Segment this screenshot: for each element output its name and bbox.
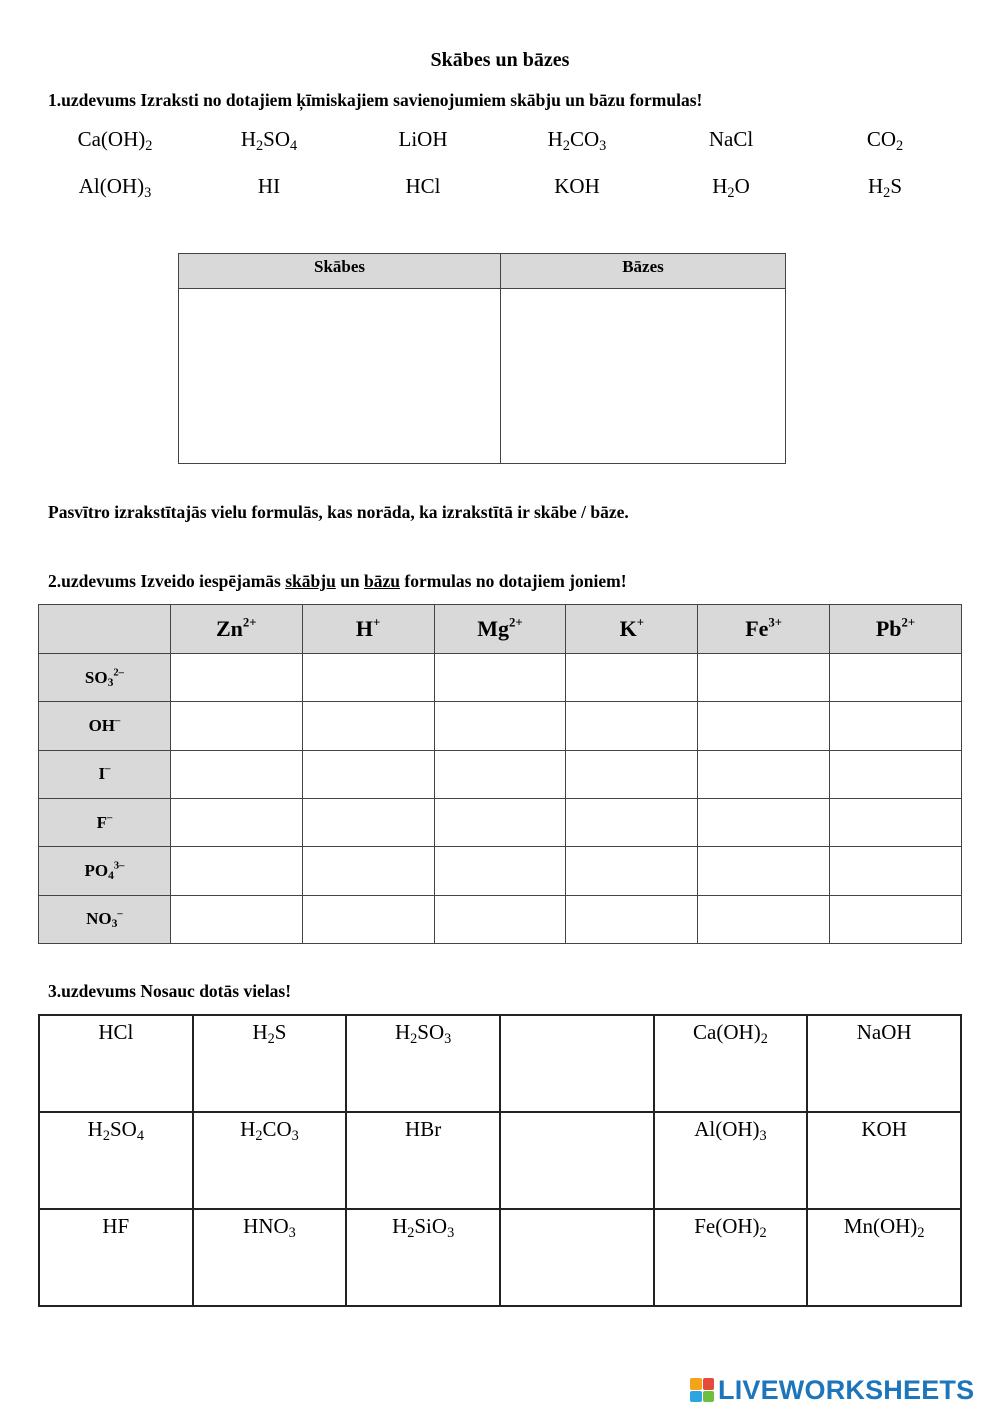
answer-cell[interactable] xyxy=(830,702,962,750)
formula: KOH xyxy=(554,174,600,198)
corner-cell xyxy=(39,605,171,654)
answer-cell[interactable] xyxy=(434,702,566,750)
logo-square xyxy=(690,1391,702,1403)
substance-cell[interactable]: $Ca(OH)_2$ xyxy=(654,1015,808,1112)
substance-cell[interactable]: KOH xyxy=(807,1112,961,1209)
worksheet-title: Skābes un bāzes xyxy=(430,49,570,71)
substance-cell[interactable]: $Al(OH)_3$ xyxy=(654,1112,808,1209)
logo-icon xyxy=(690,1378,714,1402)
liveworksheets-logo xyxy=(690,1376,974,1404)
anion-row xyxy=(39,654,962,702)
anion-header: I– xyxy=(39,750,171,798)
anion-rows xyxy=(39,654,962,944)
task2-text-middle: un xyxy=(335,571,365,591)
ion-combination-table xyxy=(38,604,962,944)
answer-cell[interactable] xyxy=(302,702,434,750)
substance-row xyxy=(39,1015,961,1112)
cation-header: H+ xyxy=(302,605,434,654)
answer-cell[interactable] xyxy=(698,750,830,798)
logo-text: LIVEWORKSHEETS xyxy=(718,1374,975,1405)
formula: $Ca(OH)_2$ xyxy=(77,127,153,154)
answer-cell[interactable] xyxy=(302,847,434,895)
substance-cell[interactable]: HBr xyxy=(346,1112,500,1209)
substance-cell[interactable]: $H_2SO_4$ xyxy=(39,1112,193,1209)
task1-note: Pasvītro izrakstītajās vielu formulās, kas norāda, ka izrakstītā ir skābe / bāze. xyxy=(48,502,629,522)
formula: $H_2S$ xyxy=(868,174,902,201)
answer-cell[interactable] xyxy=(170,798,302,846)
answer-cell[interactable] xyxy=(302,895,434,943)
answer-cell[interactable] xyxy=(434,750,566,798)
anion-row xyxy=(39,847,962,895)
answer-cell[interactable] xyxy=(302,654,434,702)
answer-cell[interactable] xyxy=(566,798,698,846)
answer-cell[interactable] xyxy=(434,895,566,943)
task2-text-after: formulas no dotajiem joniem! xyxy=(400,571,627,591)
substance-cell[interactable]: HCl xyxy=(39,1015,193,1112)
cation-header: K+ xyxy=(566,605,698,654)
answer-cell[interactable] xyxy=(434,654,566,702)
empty-cell[interactable] xyxy=(500,1209,654,1306)
answer-cell[interactable] xyxy=(698,798,830,846)
answer-cell[interactable] xyxy=(170,750,302,798)
substance-cell[interactable]: $H_2S$ xyxy=(193,1015,347,1112)
anion-row xyxy=(39,895,962,943)
cation-header: $Pb^{2+}$ xyxy=(830,605,962,654)
formula: HI xyxy=(257,174,281,198)
empty-cell[interactable] xyxy=(500,1015,654,1112)
answer-cell[interactable] xyxy=(566,750,698,798)
task2-text-before: 2.uzdevums Izveido iespējamās xyxy=(48,571,286,591)
acids-bases-table xyxy=(178,253,786,464)
answer-cell[interactable] xyxy=(434,847,566,895)
substance-cell[interactable]: $H_2SiO_3$ xyxy=(346,1209,500,1306)
anion-row xyxy=(39,798,962,846)
formula: HCl xyxy=(405,174,441,198)
substance-cell[interactable]: $H_2SO_3$ xyxy=(346,1015,500,1112)
cation-header-row xyxy=(39,605,962,654)
answer-cell[interactable] xyxy=(170,654,302,702)
cation-header: $Mg^{2+}$ xyxy=(434,605,566,654)
cation-header: $Fe^{3+}$ xyxy=(698,605,830,654)
answer-cell[interactable] xyxy=(170,895,302,943)
logo-square xyxy=(703,1391,715,1403)
substance-row xyxy=(39,1209,961,1306)
answer-cell[interactable] xyxy=(302,798,434,846)
anion-row xyxy=(39,702,962,750)
task1-instruction: 1.uzdevums Izraksti no dotajiem ķīmiskajiem savienojumiem skābju un bāzu formulas! xyxy=(48,90,703,110)
substance-row xyxy=(39,1112,961,1209)
answer-cell[interactable] xyxy=(698,702,830,750)
cation-header: $Zn^{2+}$ xyxy=(170,605,302,654)
formula: $Al(OH)_3$ xyxy=(78,174,152,201)
task3-instruction: 3.uzdevums Nosauc dotās vielas! xyxy=(48,981,292,1001)
anion-header: F– xyxy=(39,798,171,846)
formula-row-2 xyxy=(38,174,962,204)
formula: $H_2CO_3$ xyxy=(547,127,607,154)
formula: $H_2O$ xyxy=(712,174,750,201)
formula: NaCl xyxy=(708,127,754,151)
acids-header: Skābes xyxy=(179,254,500,289)
bases-header: Bāzes xyxy=(501,254,785,289)
answer-cell[interactable] xyxy=(302,750,434,798)
task2-instruction xyxy=(48,571,627,592)
answer-cell[interactable] xyxy=(830,798,962,846)
bases-word: bāzu xyxy=(364,571,401,591)
name-substances-table xyxy=(38,1014,962,1307)
acids-word: skābju xyxy=(285,571,336,591)
answer-cell[interactable] xyxy=(566,847,698,895)
acids-answer-cell[interactable] xyxy=(179,289,500,463)
answer-cell[interactable] xyxy=(566,895,698,943)
answer-cell[interactable] xyxy=(830,750,962,798)
bases-answer-cell[interactable] xyxy=(501,289,785,463)
logo-square xyxy=(690,1378,702,1390)
answer-cell[interactable] xyxy=(434,798,566,846)
formula: LiOH xyxy=(398,127,448,151)
formula: $H_2SO_4$ xyxy=(240,127,298,154)
anion-row xyxy=(39,750,962,798)
substance-cell[interactable]: NaOH xyxy=(807,1015,961,1112)
answer-cell[interactable] xyxy=(698,895,830,943)
anion-header: $SO_3^{2-}$ xyxy=(39,654,171,702)
substance-cell[interactable]: $H_2CO_3$ xyxy=(193,1112,347,1209)
answer-cell[interactable] xyxy=(170,702,302,750)
substance-cell[interactable]: $Mn(OH)_2$ xyxy=(807,1209,961,1306)
empty-cell[interactable] xyxy=(500,1112,654,1209)
answer-cell[interactable] xyxy=(698,847,830,895)
anion-header: OH– xyxy=(39,702,171,750)
substance-cell[interactable]: $HNO_3$ xyxy=(193,1209,347,1306)
answer-cell[interactable] xyxy=(698,654,830,702)
formula: $CO_2$ xyxy=(866,127,904,154)
answer-cell[interactable] xyxy=(830,654,962,702)
anion-header: $NO_3^-$ xyxy=(39,895,171,943)
anion-header: $PO_4^{3-}$ xyxy=(39,847,171,895)
answer-cell[interactable] xyxy=(830,895,962,943)
substance-cell[interactable]: $Fe(OH)_2$ xyxy=(654,1209,808,1306)
formula-row-1 xyxy=(38,127,962,157)
logo-square xyxy=(703,1378,715,1390)
answer-cell[interactable] xyxy=(170,847,302,895)
substance-rows xyxy=(39,1015,961,1306)
answer-cell[interactable] xyxy=(566,702,698,750)
answer-cell[interactable] xyxy=(566,654,698,702)
answer-cell[interactable] xyxy=(830,847,962,895)
substance-cell[interactable]: HF xyxy=(39,1209,193,1306)
